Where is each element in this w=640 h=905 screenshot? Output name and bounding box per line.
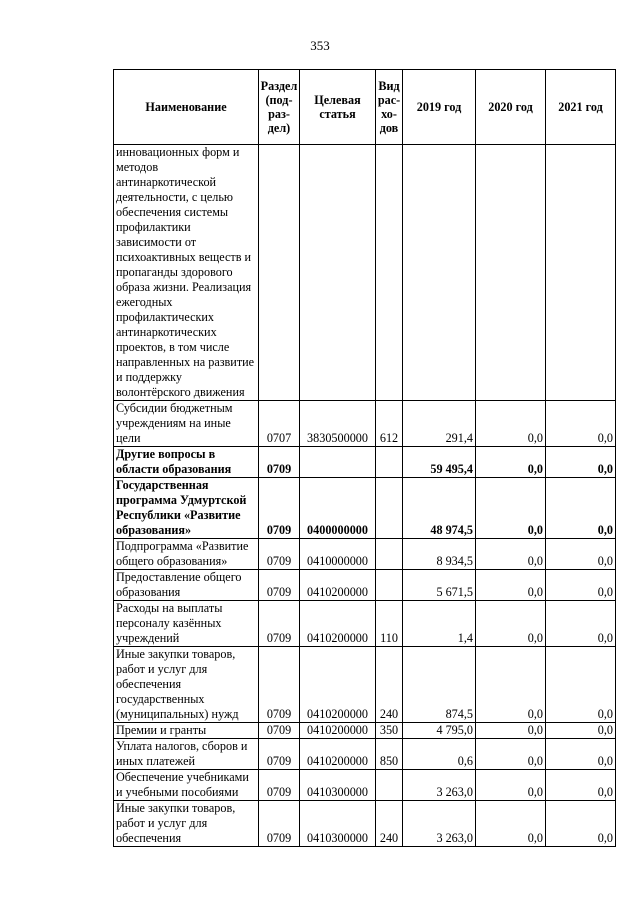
cell-2021: 0,0 (546, 401, 616, 447)
cell-section: 0709 (259, 447, 300, 478)
cell-type: 612 (376, 401, 403, 447)
cell-2021: 0,0 (546, 601, 616, 647)
table-row (114, 723, 616, 739)
cell-name: Предоставление общего образования (114, 570, 259, 601)
cell-type (376, 447, 403, 478)
cell-2020: 0,0 (476, 601, 546, 647)
header-2020: 2020 год (476, 70, 546, 145)
cell-2021 (546, 145, 616, 401)
cell-2021: 0,0 (546, 539, 616, 570)
cell-section: 0709 (259, 723, 300, 739)
cell-target: 0410200000 (300, 739, 376, 770)
cell-name: Уплата налогов, сборов и иных платежей (114, 739, 259, 770)
cell-name: Подпрограмма «Развитие общего образования» (114, 539, 259, 570)
cell-2019: 59 495,4 (403, 447, 476, 478)
header-type: Вид рас-хо-дов (376, 70, 403, 145)
cell-2021: 0,0 (546, 647, 616, 723)
header-section: Раздел (под-раз-дел) (259, 70, 300, 145)
cell-target (300, 447, 376, 478)
cell-section: 0707 (259, 401, 300, 447)
header-target: Целевая статья (300, 70, 376, 145)
cell-type (376, 770, 403, 801)
cell-type (376, 478, 403, 539)
cell-2021: 0,0 (546, 570, 616, 601)
cell-type (376, 539, 403, 570)
cell-type: 350 (376, 723, 403, 739)
cell-2019 (403, 145, 476, 401)
header-2019: 2019 год (403, 70, 476, 145)
cell-2020: 0,0 (476, 647, 546, 723)
cell-section: 0709 (259, 478, 300, 539)
cell-target: 0410300000 (300, 770, 376, 801)
table-row (114, 801, 616, 847)
page-number: 353 (310, 38, 330, 53)
header-name: Наименование (114, 70, 259, 145)
cell-section: 0709 (259, 739, 300, 770)
cell-target: 0400000000 (300, 478, 376, 539)
cell-2020: 0,0 (476, 401, 546, 447)
cell-2021: 0,0 (546, 723, 616, 739)
table-row (114, 647, 616, 723)
cell-section: 0709 (259, 770, 300, 801)
cell-target: 0410200000 (300, 601, 376, 647)
cell-2021: 0,0 (546, 770, 616, 801)
cell-2020: 0,0 (476, 478, 546, 539)
cell-2020: 0,0 (476, 447, 546, 478)
cell-section: 0709 (259, 601, 300, 647)
cell-target (300, 145, 376, 401)
cell-2019: 8 934,5 (403, 539, 476, 570)
table-row (114, 145, 616, 401)
cell-2019: 3 263,0 (403, 801, 476, 847)
table-row (114, 770, 616, 801)
cell-2020: 0,0 (476, 770, 546, 801)
cell-2019: 1,4 (403, 601, 476, 647)
cell-type: 110 (376, 601, 403, 647)
cell-target: 3830500000 (300, 401, 376, 447)
cell-name: инновационных форм и методов антинаркотической деятельности, с целью обеспечения системы профилактики зависимости от психоактивных веществ и пропаганды здорового образа жизни. Реализация ежегодных профилактических антинаркотических проектов, в том числе направленных на развитие и поддержку волонтёрского движения (114, 145, 259, 401)
cell-section: 0709 (259, 647, 300, 723)
cell-2019: 5 671,5 (403, 570, 476, 601)
cell-type: 240 (376, 647, 403, 723)
table-row (114, 601, 616, 647)
table-row (114, 401, 616, 447)
cell-target: 0410000000 (300, 539, 376, 570)
cell-2019: 3 263,0 (403, 770, 476, 801)
cell-section (259, 145, 300, 401)
cell-2020: 0,0 (476, 739, 546, 770)
cell-section: 0709 (259, 570, 300, 601)
cell-name: Расходы на выплаты персоналу казённых учреждений (114, 601, 259, 647)
cell-2020: 0,0 (476, 801, 546, 847)
cell-target: 0410200000 (300, 647, 376, 723)
cell-target: 0410200000 (300, 570, 376, 601)
cell-name: Другие вопросы в области образования (114, 447, 259, 478)
cell-2021: 0,0 (546, 739, 616, 770)
cell-name: Иные закупки товаров, работ и услуг для обеспечения (114, 801, 259, 847)
cell-type: 850 (376, 739, 403, 770)
cell-2019: 0,6 (403, 739, 476, 770)
cell-2021: 0,0 (546, 801, 616, 847)
cell-name: Иные закупки товаров, работ и услуг для обеспечения государственных (муниципальных) нужд (114, 647, 259, 723)
table-row (114, 570, 616, 601)
cell-2019: 48 974,5 (403, 478, 476, 539)
cell-section: 0709 (259, 801, 300, 847)
cell-name: Государственная программа Удмуртской Республики «Развитие образования» (114, 478, 259, 539)
cell-section: 0709 (259, 539, 300, 570)
cell-target: 0410200000 (300, 723, 376, 739)
budget-table (113, 69, 616, 847)
table-row (114, 539, 616, 570)
cell-2020: 0,0 (476, 723, 546, 739)
header-2021: 2021 год (546, 70, 616, 145)
cell-type (376, 570, 403, 601)
cell-name: Премии и гранты (114, 723, 259, 739)
cell-2019: 291,4 (403, 401, 476, 447)
cell-target: 0410300000 (300, 801, 376, 847)
table-row (114, 478, 616, 539)
cell-2020: 0,0 (476, 570, 546, 601)
cell-type (376, 145, 403, 401)
cell-2021: 0,0 (546, 478, 616, 539)
cell-2019: 874,5 (403, 647, 476, 723)
table-header-row (114, 70, 616, 145)
cell-name: Обеспечение учебниками и учебными пособиями (114, 770, 259, 801)
cell-name: Субсидии бюджетным учреждениям на иные цели (114, 401, 259, 447)
cell-2020 (476, 145, 546, 401)
table-row (114, 447, 616, 478)
table-row (114, 739, 616, 770)
cell-2021: 0,0 (546, 447, 616, 478)
cell-type: 240 (376, 801, 403, 847)
cell-2019: 4 795,0 (403, 723, 476, 739)
cell-2020: 0,0 (476, 539, 546, 570)
